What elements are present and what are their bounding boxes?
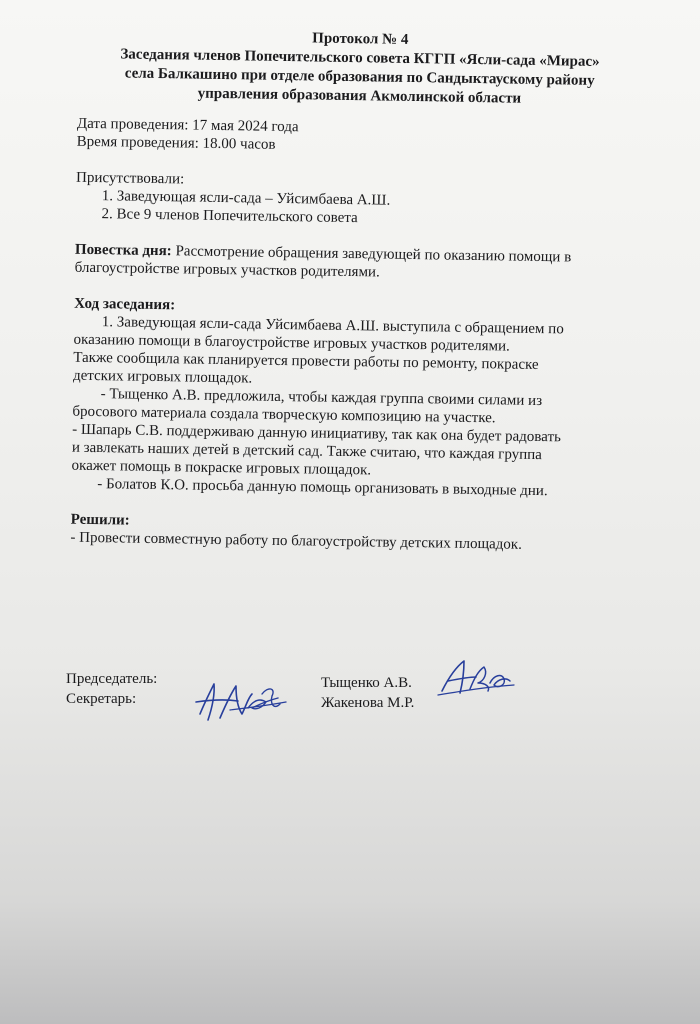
proceedings-line: 1. Заведующая ясли-сада Уйсимбаева А.Ш. выступила с обращением по bbox=[101, 314, 564, 338]
proceedings-line: детских игровых площадок. bbox=[72, 367, 253, 387]
subtitle-line: села Балкашино при отделе образования по Сандыктаускому району bbox=[124, 65, 595, 89]
meeting-time: Время проведения: 18.00 часов bbox=[76, 133, 276, 153]
subtitle-line: Заседания членов Попечительского совета КГГП «Ясли-сада «Мирас» bbox=[120, 46, 600, 70]
subtitle-line: управления образования Акмолинской области bbox=[197, 85, 522, 107]
agenda-text-continued: благоустройстве игровых участков родителями. bbox=[74, 259, 380, 281]
secretary-label: Секретарь: bbox=[66, 691, 137, 707]
chair-label: Председатель: bbox=[66, 671, 158, 687]
decided-item: - Провести совместную работу по благоустройству детских площадок. bbox=[70, 529, 523, 553]
agenda-label: Повестка дня: bbox=[74, 241, 172, 260]
proceedings-heading: Ход заседания: bbox=[74, 295, 176, 314]
present-item: 1. Заведующая ясли-сада – Уйсимбаева А.Ш. bbox=[101, 188, 391, 209]
decided-heading: Решили: bbox=[70, 511, 130, 529]
proceedings-line: окажет помощь в покраске игровых площадок. bbox=[71, 457, 372, 479]
secretary-name: Жакенова М.Р. bbox=[321, 695, 415, 711]
agenda-text: Рассмотрение обращения заведующей по оказанию помощи в bbox=[171, 243, 572, 266]
document-title: Протокол № 4 bbox=[312, 30, 409, 48]
proceedings-line: - Тыщенко А.В. предложила, чтобы каждая группа своими силами из bbox=[100, 386, 543, 410]
chair-signature-icon bbox=[434, 655, 520, 703]
proceedings-line: оказанию помощи в благоустройстве игровых участков родителями. bbox=[73, 331, 510, 355]
proceedings-line: Также сообщила как планируется провести работы по ремонту, покраске bbox=[73, 349, 539, 373]
chair-name: Тыщенко А.В. bbox=[321, 675, 412, 691]
proceedings-line: - Шапарь С.В. поддерживаю данную инициативу, так как она будет радовать bbox=[72, 421, 562, 446]
proceedings-line: и завлекать наших детей в детский сад. Также считаю, что каждая группа bbox=[71, 439, 543, 464]
proceedings-line: бросового материала создала творческую композицию на участке. bbox=[72, 403, 496, 427]
proceedings-line: - Болатов К.О. просьба данную помощь организовать в выходные дни. bbox=[97, 476, 548, 500]
present-item: 2. Все 9 членов Попечительского совета bbox=[101, 206, 358, 227]
present-heading: Присутствовали: bbox=[75, 169, 185, 188]
secretary-signature-icon bbox=[190, 674, 300, 726]
meeting-date: Дата проведения: 17 мая 2024 года bbox=[76, 115, 299, 136]
